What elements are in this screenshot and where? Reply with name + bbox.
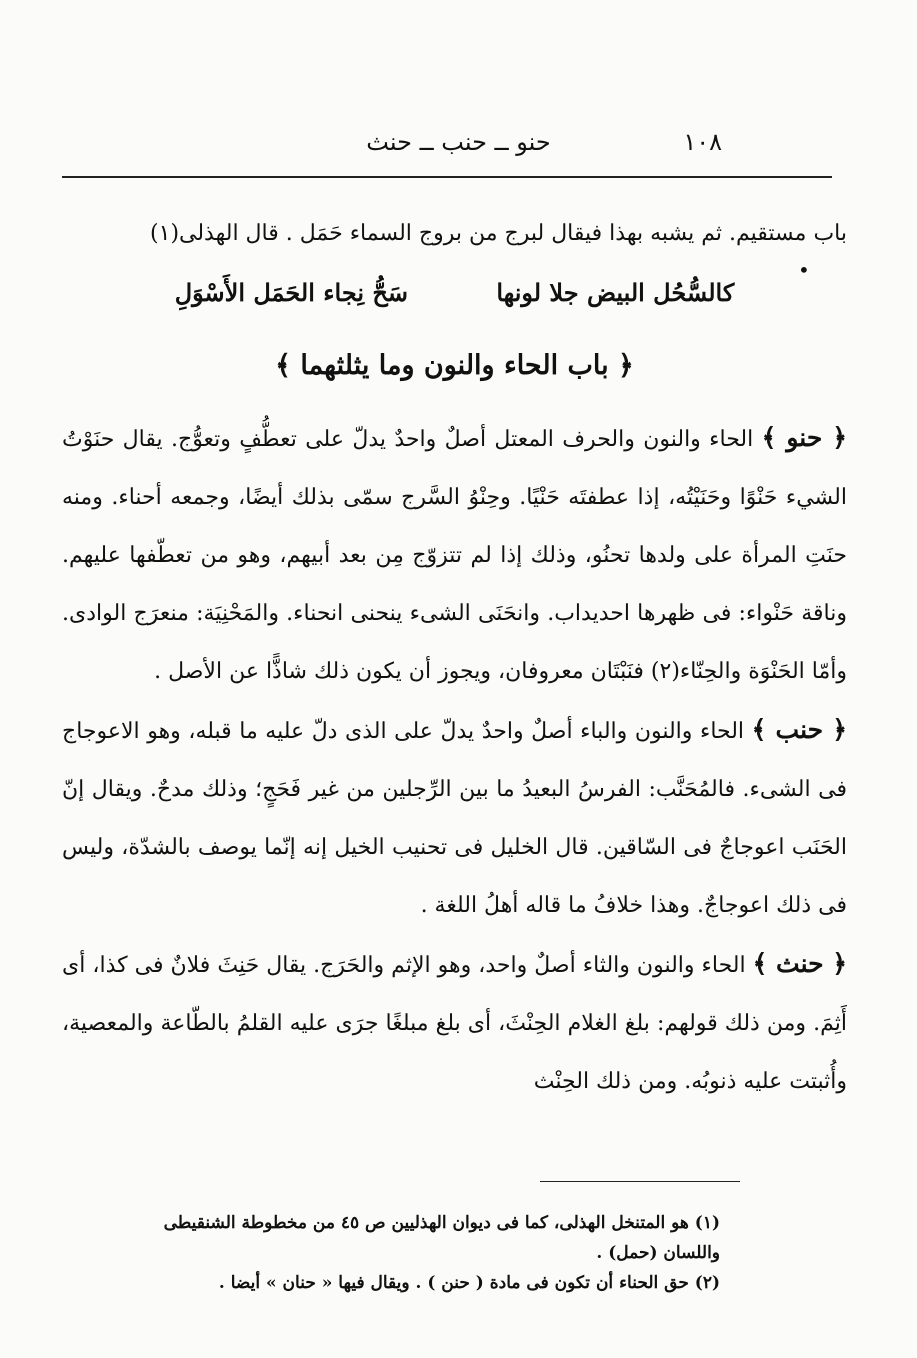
footnote-1: (١) هو المتنخل الهذلى، كما فى ديوان الهذليين ص ٤٥ من مخطوطة الشنقيطى واللسان (حمل) . <box>163 1213 720 1263</box>
entry-keyword: ﴿ حنو ﴾ <box>761 423 847 452</box>
intro-paragraph: باب مستقيم. ثم يشبه بهذا فيقال لبرج من بروج السماء حَمَل . قال الهذلى(١) <box>150 221 847 246</box>
verse <box>62 263 847 323</box>
header-rule <box>62 176 832 178</box>
footnote-rule <box>540 1181 740 1182</box>
main-text <box>62 205 847 1111</box>
header-title: حنو ــ حنب ــ حنث <box>366 128 551 156</box>
entry-hnb <box>62 701 847 935</box>
entry-keyword: ﴿ حنب ﴾ <box>751 715 847 744</box>
chapter-title: ﴿ باب الحاء والنون وما يثلثهما ﴾ <box>275 350 634 381</box>
entry-text: الحاء والنون والحرف المعتل أصلٌ واحدٌ يدلّ على تعطُّفٍ وتعوُّج. يقال حنَوْتُ الشيء حَنْوًا وحَنَيْتُه، إذا عطفتَه حَنْيًا. وحِنْوُ السَّرج سمّى بذلك أيضًا، وجمعه أحناء. ومنه حنَتِ المرأة على ولدها تحنُو، وذلك إذا لم تتزوّج مِن بعد أبيهم، وهو من تعطّفها عليهم. وناقة حَنْواء: فى ظهرها احديداب. وانحَنَى الشىء ينحنى انحناء. والمَحْنِيَة: منعرَج الوادى. وأمّا الحَنْوَة والحِنّاء(٢) فنَبْتَان معروفان، ويجوز أن يكون ذلك شاذًّا عن الأصل . <box>62 427 847 684</box>
footnote-2: (٢) حق الحناء أن تكون فى مادة ( حنن ) . ويقال فيها « حنان » أيضا . <box>218 1273 720 1293</box>
entry-hnth <box>62 935 847 1111</box>
verse-first-hemistich: كالسُّحُل البيض جلا لونها <box>496 278 735 307</box>
entry-text: الحاء والنون والباء أصلٌ واحدٌ يدلّ على الذى دلّ عليه ما قبله، وهو الاعوجاج فى الشىء. فالمُحَنَّب: الفرسُ البعيدُ ما بين الرِّجلين من غير فَحَجٍ؛ وذلك مدحٌ. ويقال إنّ الحَنَب اعوجاجٌ فى السّاقين. قال الخليل فى تحنيب الخيل إنه إنّما يوصف بالشدّة، وليس فى ذلك اعوجاجٌ. وهذا خلافُ ما قاله أهلُ اللغة . <box>62 719 847 918</box>
verse-second-hemistich: سَحُّ نِجاء الحَمَل الأَسْوَلِ <box>174 278 408 307</box>
running-header <box>65 128 852 168</box>
footnotes <box>150 1208 720 1298</box>
entry-keyword: ﴿ حنث ﴾ <box>752 949 847 978</box>
entry-hnw <box>62 409 847 701</box>
page-number: ١٠٨ <box>683 128 722 156</box>
margin-dot: • <box>798 258 810 282</box>
entry-text: الحاء والنون والثاء أصلٌ واحد، وهو الإثم والحَرَج. يقال حَنِثَ فلانٌ فى كذا، أى أَثِمَ. ومن ذلك قولهم: بلغ الغلام الحِنْثَ، أى بلغ مبلغًا جرَى عليه القلمُ بالطّاعة والمعصية، وأُثبتت عليه ذنوبُه. ومن ذلك الحِنْث <box>62 953 847 1094</box>
